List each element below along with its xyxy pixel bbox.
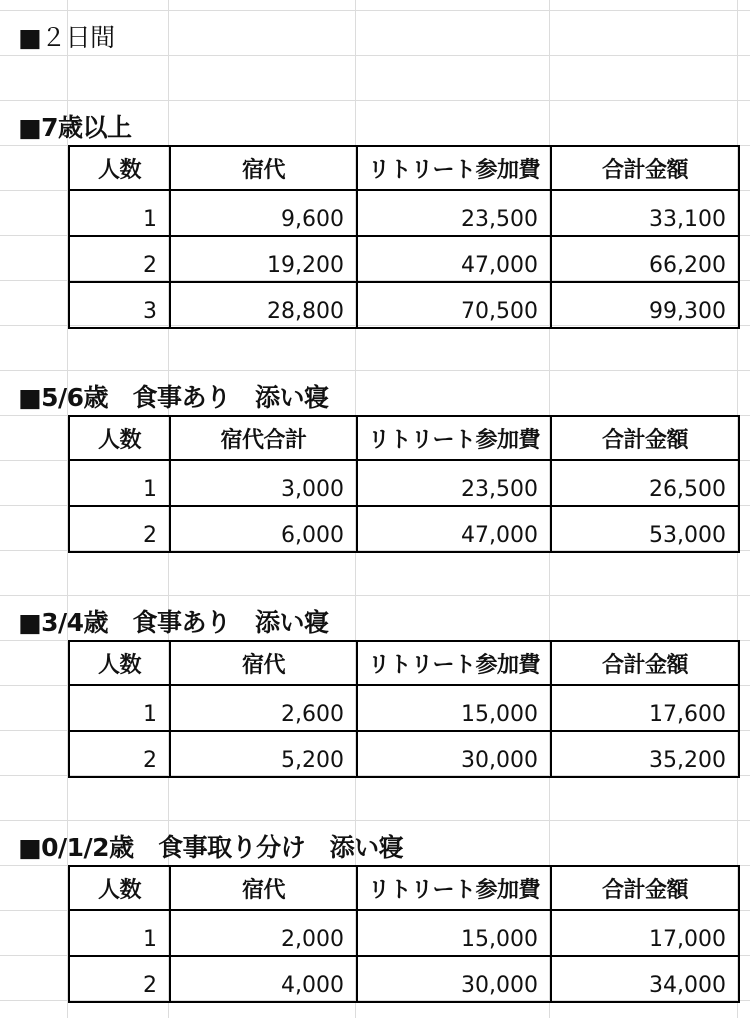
cell-lodging: 19,200: [170, 236, 357, 282]
column-header-lodging: 宿代: [170, 641, 357, 685]
price-table-age7plus: [68, 145, 740, 329]
cell-total: 53,000: [551, 506, 739, 552]
column-header-count: 人数: [69, 866, 170, 910]
price-table-age5-6: [68, 415, 740, 553]
cell-lodging: 4,000: [170, 956, 357, 1002]
table-row: [69, 460, 739, 506]
column-header-count: 人数: [69, 146, 170, 190]
cell-count: 2: [69, 236, 170, 282]
column-header-lodging-total: 宿代合計: [170, 416, 357, 460]
section-heading-age0-2: ■0/1/2歳 食事取り分け 添い寝: [18, 833, 404, 862]
cell-retreat-fee: 47,000: [357, 236, 551, 282]
cell-total: 35,200: [551, 731, 739, 777]
table-row: [69, 236, 739, 282]
cell-retreat-fee: 30,000: [357, 731, 551, 777]
cell-count: 3: [69, 282, 170, 328]
cell-count: 2: [69, 506, 170, 552]
page-title: ■２日間: [18, 23, 115, 52]
cell-lodging: 2,600: [170, 685, 357, 731]
table-row: [69, 685, 739, 731]
table-row: [69, 190, 739, 236]
column-header-total: 合計金額: [551, 416, 739, 460]
cell-retreat-fee: 23,500: [357, 460, 551, 506]
table-row: [69, 731, 739, 777]
table-row: [69, 282, 739, 328]
cell-total: 99,300: [551, 282, 739, 328]
column-header-total: 合計金額: [551, 866, 739, 910]
column-header-retreat-fee: リトリート参加費: [357, 416, 551, 460]
cell-lodging: 5,200: [170, 731, 357, 777]
table-row: [69, 506, 739, 552]
cell-total: 66,200: [551, 236, 739, 282]
column-header-total: 合計金額: [551, 146, 739, 190]
column-header-count: 人数: [69, 641, 170, 685]
table-header-row: [69, 866, 739, 910]
cell-count: 1: [69, 190, 170, 236]
column-header-lodging: 宿代: [170, 866, 357, 910]
cell-retreat-fee: 70,500: [357, 282, 551, 328]
table-row: [69, 910, 739, 956]
cell-lodging: 28,800: [170, 282, 357, 328]
section-heading-age3-4: ■3/4歳 食事あり 添い寝: [18, 608, 329, 637]
cell-total: 17,000: [551, 910, 739, 956]
price-table-age3-4: [68, 640, 740, 778]
cell-lodging: 2,000: [170, 910, 357, 956]
cell-count: 2: [69, 956, 170, 1002]
column-header-total: 合計金額: [551, 641, 739, 685]
cell-lodging: 3,000: [170, 460, 357, 506]
table-header-row: [69, 416, 739, 460]
cell-total: 33,100: [551, 190, 739, 236]
table-header-row: [69, 146, 739, 190]
column-header-retreat-fee: リトリート参加費: [357, 866, 551, 910]
price-table-age0-2: [68, 865, 740, 1003]
section-heading-age5-6: ■5/6歳 食事あり 添い寝: [18, 383, 329, 412]
cell-count: 1: [69, 685, 170, 731]
cell-total: 26,500: [551, 460, 739, 506]
cell-lodging: 6,000: [170, 506, 357, 552]
cell-retreat-fee: 23,500: [357, 190, 551, 236]
cell-total: 34,000: [551, 956, 739, 1002]
section-heading-age7plus: ■7歳以上: [18, 113, 132, 142]
cell-count: 1: [69, 460, 170, 506]
cell-retreat-fee: 30,000: [357, 956, 551, 1002]
table-header-row: [69, 641, 739, 685]
column-header-retreat-fee: リトリート参加費: [357, 146, 551, 190]
cell-retreat-fee: 15,000: [357, 685, 551, 731]
column-header-lodging: 宿代: [170, 146, 357, 190]
cell-total: 17,600: [551, 685, 739, 731]
column-header-count: 人数: [69, 416, 170, 460]
cell-retreat-fee: 47,000: [357, 506, 551, 552]
cell-retreat-fee: 15,000: [357, 910, 551, 956]
column-header-retreat-fee: リトリート参加費: [357, 641, 551, 685]
cell-lodging: 9,600: [170, 190, 357, 236]
cell-count: 1: [69, 910, 170, 956]
cell-count: 2: [69, 731, 170, 777]
table-row: [69, 956, 739, 1002]
